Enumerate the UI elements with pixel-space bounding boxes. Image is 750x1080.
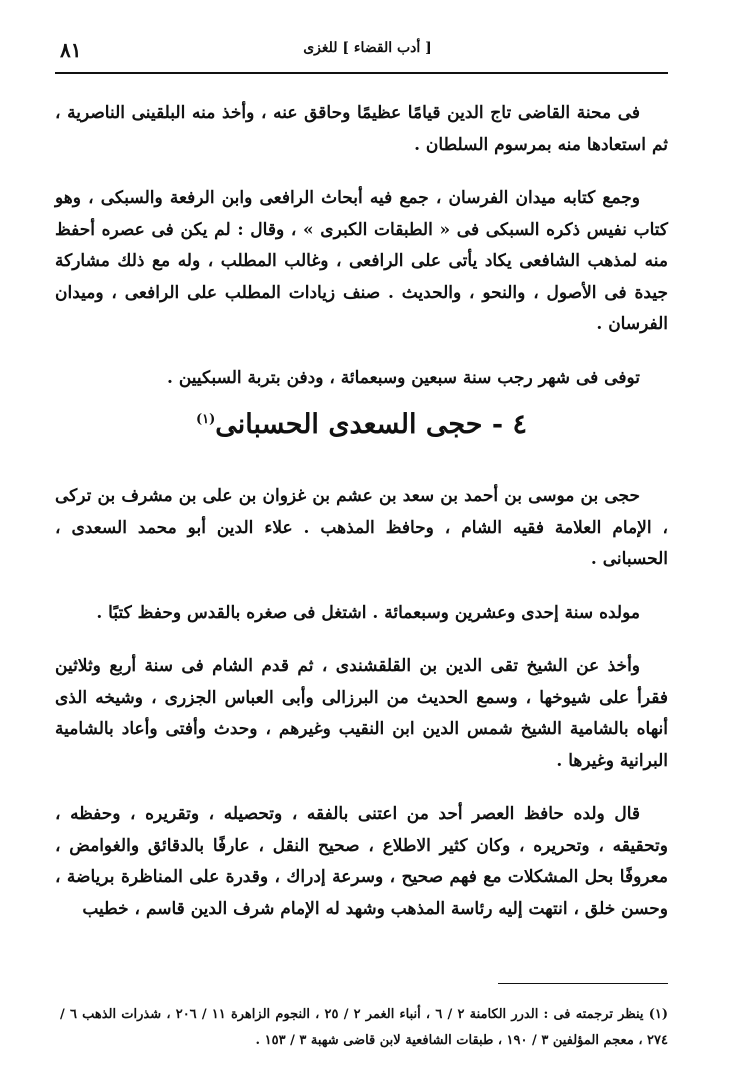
running-title: [ أدب القضاء ] للغزى xyxy=(303,40,432,56)
footnote: (١) ينظر ترجمته فى : الدرر الكامنة ٢ / ٦ ، أنباء الغمر ٢ / ٢٥ ، النجوم الزاهرة ١١ / ٢٠٦ ، شذرات الذهب ٦ / ٢٧٤ ، معجم المؤلفين ٣ / ١٩٠ ، طبقات الشافعية لابن قاضى شهبة ٣ / ١٥٣ . xyxy=(60,1007,668,1048)
paragraph: مولده سنة إحدى وعشرين وسبعمائة . اشتغل فى صغره بالقدس وحفظ كتبًا . xyxy=(96,602,640,623)
page-number: ٨١ xyxy=(60,38,82,62)
paragraph: توفى فى شهر رجب سنة سبعين وسبعمائة ، ودفن بتربة السبكيين . xyxy=(167,367,640,388)
paragraph: حجى بن موسى بن أحمد بن سعد بن عشم بن غزوان بن على بن مشرف بن تركى ، الإمام العلامة فقيه الشام ، وحافظ المذهب . علاء الدين أبو محمد السعدى ، الحسبانى . xyxy=(55,486,668,569)
paragraph: قال ولده حافظ العصر أحد من اعتنى بالفقه ، وتحصيله ، وتقريره ، وحفظه ، وتحقيقه ، وتحريره ، وكان كثير الاطلاع ، صحيح النقل ، عارفًا بالدقائق والغوامض ، معروفًا بحل المشكلات مع فهم صحيح ، وسرعة إدراك ، وقدرة على المناظرة برياضة ، وحسن خلق ، انتهت إليه رئاسة المذهب وشهد له الإمام شرف الدين قاسم ، خطيب xyxy=(55,804,668,919)
footnote-marker: (١) xyxy=(195,412,216,427)
footnote-rule xyxy=(498,983,668,984)
main-text xyxy=(55,98,668,947)
page-header xyxy=(60,38,675,68)
entry-heading xyxy=(55,400,668,445)
paragraph: وجمع كتابه ميدان الفرسان ، جمع فيه أبحاث الرافعى وابن الرفعة والسبكى ، وهو كتاب نفيس ذكره السبكى فى « الطبقات الكبرى » ، وقال : لم يكن فى عصره أحفظ منه لمذهب الشافعى يكاد يأتى على الرافعى ، وغالب المطلب ، وله مع ذلك مشاركة جيدة فى الأصول ، والنحو ، والحديث . صنف زيادات المطلب على الرافعى ، وميدان الفرسان . xyxy=(55,188,668,334)
paragraph: وأخذ عن الشيخ تقى الدين بن القلقشندى ، ثم قدم الشام فى سنة أربع وثلاثين فقرأ على شيوخها ، وسمع الحديث من البرزالى وأبى العباس الجزرى ، وشيخه الذى أنهاه بالشامية الشيخ شمس الدين ابن النقيب وغيرهم ، وحدث وأفتى وأعاد بالشامية البرانية وغيرها . xyxy=(55,656,668,771)
header-rule xyxy=(55,72,668,74)
paragraph: فى محنة القاضى تاج الدين قيامًا عظيمًا وحاقق عنه ، وأخذ منه البلقينى الناصرية ، ثم استعادها منه بمرسوم السلطان . xyxy=(55,103,668,155)
entry-heading-text: ٤ - حجى السعدى الحسبانى xyxy=(215,409,528,440)
